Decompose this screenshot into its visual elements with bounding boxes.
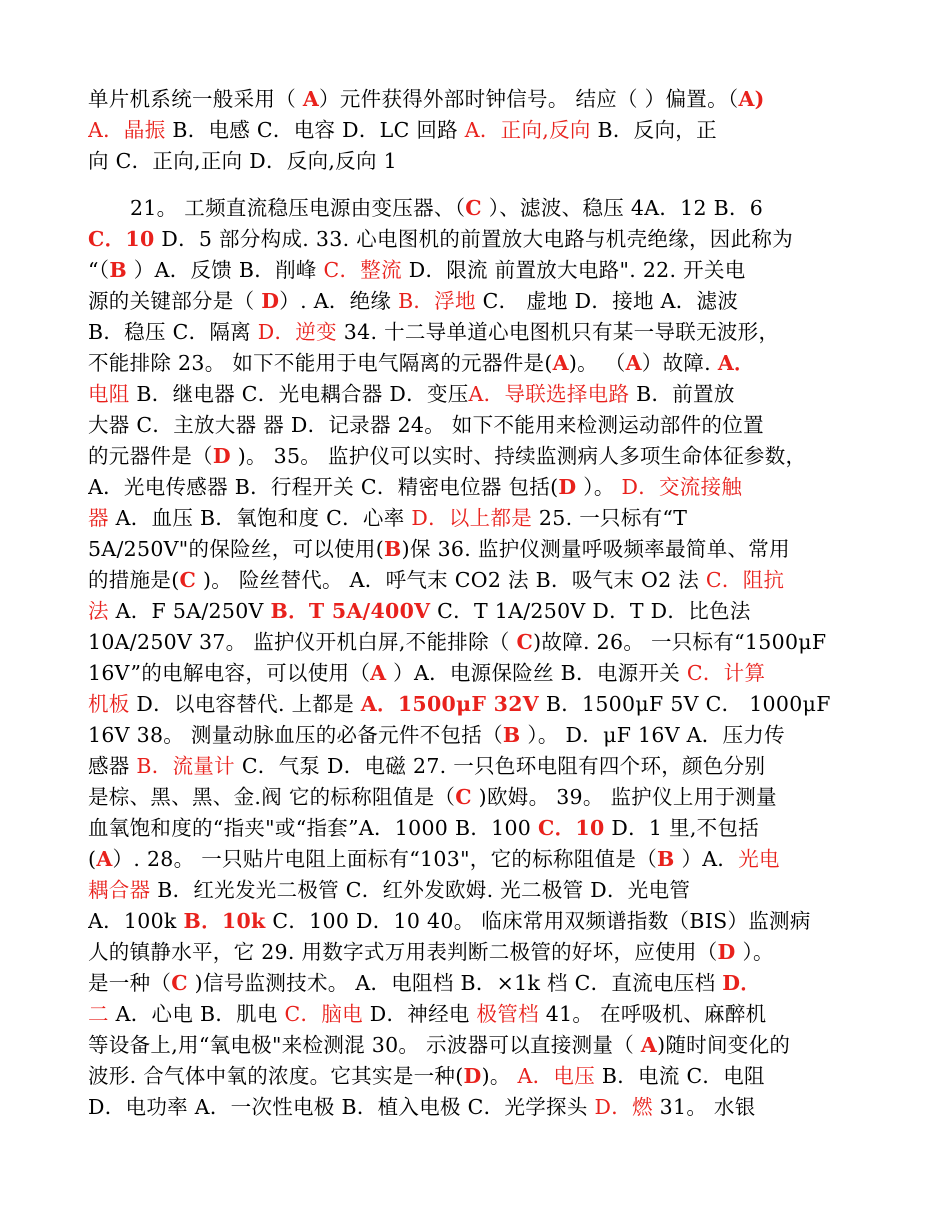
text-line: [88, 999, 860, 1030]
text-segment: )信号监测技术。 A．电阻档 B．×1k 档 C．直流电压档: [187, 971, 723, 995]
text-segment: ）. 28。 一只贴片电阻上面标有“103"，它的标称阻值是（: [112, 847, 658, 871]
text-segment: ）。: [735, 940, 774, 964]
answer-highlight: B．10k: [183, 909, 266, 933]
text-segment: “（: [88, 258, 110, 282]
answer-highlight: C: [455, 785, 472, 809]
text-segment: A．100k: [88, 909, 184, 933]
text-line: [88, 317, 860, 348]
text-segment: ）A．反馈 B．削峰: [126, 258, 324, 282]
answer-highlight: 电阻: [88, 382, 130, 406]
text-segment: 是棕、黑、黑、金.阀 它的标称阻值是（: [88, 785, 456, 809]
answer-highlight: 法: [88, 599, 109, 623]
answer-highlight: A: [96, 847, 113, 871]
text-line: [88, 534, 860, 565]
text-line: [88, 348, 860, 379]
text-line: [88, 751, 860, 782]
text-segment: A．血压 B．氧饱和度 C．心率: [108, 506, 412, 530]
answer-highlight: B．浮地: [398, 289, 476, 313]
text-segment: ）。 D．μF 16V A．压力传: [520, 723, 785, 747]
answer-highlight: A): [738, 87, 765, 111]
text-segment: 向 C．正向,正向 D．反向,反向 1: [88, 149, 397, 173]
text-line: [88, 503, 860, 534]
answer-highlight: B: [657, 847, 675, 871]
answer-highlight: 器: [88, 506, 109, 530]
text-segment: )欧姆。 39。 监护仪上用于测量: [471, 785, 777, 809]
text-segment: B．稳压 C．隔离: [88, 320, 258, 344]
text-segment: D．限流 前置放大电路". 22. 开关电: [401, 258, 746, 282]
text-segment: B．1500μF 5V C． 1000μF: [539, 692, 831, 716]
answer-highlight: D: [717, 940, 736, 964]
answer-highlight: B．流量计: [136, 754, 235, 778]
text-line: [88, 875, 860, 906]
answer-highlight: C．计算: [686, 661, 766, 685]
text-segment: B．电感 C．电容 D．LC 回路: [165, 118, 465, 142]
text-segment: 是一种（: [88, 971, 172, 995]
text-line: [88, 146, 860, 177]
text-line: [88, 596, 860, 627]
text-segment: (: [88, 847, 97, 871]
text-line: [88, 937, 860, 968]
answer-highlight: C: [179, 568, 197, 592]
text-line: [88, 689, 860, 720]
text-line: [88, 720, 860, 751]
answer-highlight: D．燃: [594, 1095, 653, 1119]
answer-highlight: A．电压: [517, 1064, 596, 1088]
text-line: [88, 1092, 860, 1123]
text-segment: 人的镇静水平，它 29. 用数字式万用表判断二极管的好坏，应使用（: [88, 940, 718, 964]
answer-highlight: C．整流: [323, 258, 402, 282]
text-segment: )随时间变化的: [657, 1033, 791, 1057]
text-segment: D．神经电: [362, 1002, 477, 1026]
text-line: [88, 1030, 860, 1061]
paragraph-gap: [88, 177, 860, 193]
text-segment: )。 35。 监护仪可以实时、持续监测病人多项生命体征参数，: [230, 444, 807, 468]
answer-highlight: A: [552, 351, 569, 375]
answer-highlight: D．: [722, 971, 762, 995]
text-segment: C．T 1A/250V D．T D．比色法: [430, 599, 751, 623]
text-segment: D．电功率 A．一次性电极 B．植入电极 C．光学探头: [88, 1095, 595, 1119]
text-segment: C．100 D．10 40。 临床常用双频谱指数（BIS）监测病: [265, 909, 811, 933]
text-line: [88, 627, 860, 658]
answer-highlight: A: [640, 1033, 658, 1057]
text-line: [88, 410, 860, 441]
text-segment: 源的关键部分是（: [88, 289, 262, 313]
text-segment: 不能排除 23。 如下不能用于电气隔离的元器件是(: [88, 351, 553, 375]
text-segment: 的元器件是（: [88, 444, 213, 468]
text-segment: 34. 十二导单道心电图机只有某一导联无波形，: [336, 320, 780, 344]
answer-highlight: A．导联选择电路: [468, 382, 630, 406]
text-line: [88, 782, 860, 813]
text-segment: ）. A．绝缘: [279, 289, 399, 313]
text-segment: D．以电容替代. 上都是: [129, 692, 361, 716]
answer-highlight: D: [212, 444, 231, 468]
text-line: [88, 565, 860, 596]
answer-highlight: A: [625, 351, 642, 375]
text-segment: 16V”的电解电容，可以使用（: [88, 661, 371, 685]
text-segment: A．心电 B．肌电: [108, 1002, 285, 1026]
answer-highlight: 机板: [88, 692, 130, 716]
text-segment: 大器 C．主放大器 器 D．记录器 24。 如下不能用来检测运动部件的位置: [88, 413, 764, 437]
answer-highlight: C．10: [537, 816, 605, 840]
text-line: [88, 441, 860, 472]
text-segment: ）元件获得外部时钟信号。 结应（ ）偏置。（: [319, 87, 739, 111]
text-line: [88, 84, 860, 115]
text-segment: )保 36. 监护仪测量呼吸频率最简单、常用: [401, 537, 790, 561]
answer-highlight: D．逆变: [257, 320, 337, 344]
text-segment: 25. 一只标有“T: [532, 506, 688, 530]
text-line: [88, 658, 860, 689]
answer-highlight: A: [370, 661, 387, 685]
text-segment: 10A/250V 37。 监护仪开机白屏,不能排除（: [88, 630, 517, 654]
answer-highlight: D: [261, 289, 280, 313]
answer-highlight: A．正向,反向: [464, 118, 591, 142]
text-segment: 血氧饱和度的“指夹"或“指套”A．1000 B．100: [88, 816, 538, 840]
text-segment: A．光电传感器 B．行程开关 C．精密电位器 包括(: [88, 475, 559, 499]
text-segment: 16V 38。 测量动脉血压的必备元件不包括（: [88, 723, 503, 747]
text-line: [88, 115, 860, 146]
text-segment: ）。: [576, 475, 622, 499]
text-segment: 等设备上,用“氧电极"来检测混 30。 示波器可以直接测量（: [88, 1033, 641, 1057]
text-segment: D．1 里,不包括: [604, 816, 760, 840]
answer-highlight: 极管档: [476, 1002, 539, 1026]
text-line: [88, 844, 860, 875]
document-page: [88, 84, 860, 1123]
text-segment: 41。 在呼吸机、麻醉机: [538, 1002, 767, 1026]
text-segment: B．反向，正: [590, 118, 717, 142]
text-segment: )。: [481, 1064, 518, 1088]
text-line: [88, 193, 860, 224]
text-segment: ）故障.: [641, 351, 718, 375]
answer-highlight: B: [502, 723, 521, 747]
text-segment: )。 （: [568, 351, 626, 375]
text-segment: 21。 工频直流稳压电源由变压器、（: [130, 196, 466, 220]
text-line: [88, 472, 860, 503]
answer-highlight: C．10: [88, 227, 155, 251]
answer-highlight: 耦合器: [88, 878, 151, 902]
answer-highlight: D．以上都是: [411, 506, 533, 530]
text-segment: B．红光发光二极管 C．红外发欧姆. 光二极管 D．光电管: [150, 878, 691, 902]
text-segment: 感器: [88, 754, 137, 778]
answer-highlight: C．脑电: [284, 1002, 363, 1026]
answer-highlight: C: [516, 630, 534, 654]
answer-highlight: D: [558, 475, 577, 499]
text-line: [88, 906, 860, 937]
text-segment: 单片机系统一般采用（: [88, 87, 303, 111]
answer-highlight: B: [109, 258, 127, 282]
answer-highlight: D: [463, 1064, 482, 1088]
text-segment: C．气泵 D．电磁 27. 一只色环电阻有四个环，颜色分别: [235, 754, 766, 778]
text-segment: ）A．: [674, 847, 739, 871]
text-line: [88, 813, 860, 844]
text-line: [88, 286, 860, 317]
text-segment: ）、滤波、稳压 4A．12 B．6: [481, 196, 764, 220]
answer-highlight: A．1500μF 32V: [360, 692, 540, 716]
text-line: [88, 1061, 860, 1092]
answer-highlight: A．晶振: [88, 118, 166, 142]
text-segment: 31。 水银: [652, 1095, 756, 1119]
text-segment: 5A/250V"的保险丝，可以使用(: [88, 537, 385, 561]
answer-highlight: A．: [717, 351, 755, 375]
text-line: [88, 379, 860, 410]
answer-highlight: 二: [88, 1002, 109, 1026]
text-line: [88, 224, 860, 255]
text-segment: )。 险丝替代。 A．呼气末 CO2 法 B．吸气末 O2 法: [196, 568, 706, 592]
text-segment: B．电流 C．电阻: [595, 1064, 765, 1088]
text-segment: ）A．电源保险丝 B．电源开关: [386, 661, 687, 685]
text-segment: 波形. 合气体中氧的浓度。它其实是一种(: [88, 1064, 464, 1088]
answer-highlight: D．交流接触: [621, 475, 743, 499]
answer-highlight: C．阻抗: [705, 568, 785, 592]
answer-highlight: A: [302, 87, 320, 111]
answer-highlight: B．T 5A/400V: [270, 599, 431, 623]
answer-highlight: B: [384, 537, 402, 561]
text-segment: )故障. 26。 一只标有“1500μF: [533, 630, 827, 654]
text-segment: B．继电器 C．光电耦合器 D．变压: [129, 382, 469, 406]
text-segment: C． 虚地 D．接地 A．滤波: [475, 289, 739, 313]
text-segment: B．前置放: [629, 382, 735, 406]
text-segment: D．5 部分构成. 33. 心电图机的前置放大电路与机壳绝缘，因此称为: [154, 227, 794, 251]
answer-highlight: C: [171, 971, 188, 995]
text-segment: A．F 5A/250V: [108, 599, 271, 623]
text-line: [88, 968, 860, 999]
answer-highlight: C: [465, 196, 482, 220]
answer-highlight: 光电: [738, 847, 780, 871]
text-line: [88, 255, 860, 286]
text-segment: 的措施是(: [88, 568, 180, 592]
